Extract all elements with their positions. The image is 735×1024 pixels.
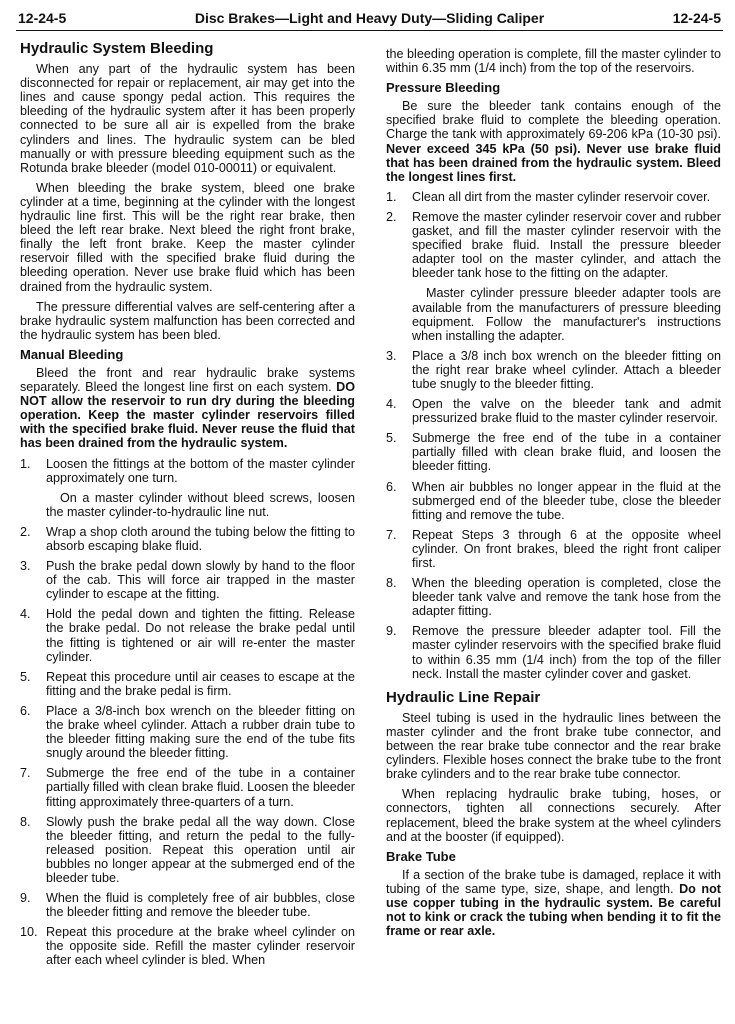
step-text: Wrap a shop cloth around the tubing below the fitting to absorb escaping blake fluid.: [46, 524, 355, 553]
step-text: Push the brake pedal down slowly by hand to the floor of the cab. This will force air trapped in the master cylinder to escape at the fitting.: [46, 559, 355, 602]
list-item: [386, 528, 721, 570]
step-text: Remove the pressure bleeder adapter tool. Fill the master cylinder reservoirs with the specified brake fluid to within 6.35 mm (1/4 inch) from the top of the filler neck. Install the master cylinder cover and gasket.: [412, 624, 721, 681]
step-text: When the fluid is completely free of air bubbles, close the bleeder fitting and remove the bleeder tube.: [46, 891, 355, 920]
step-text: Slowly push the brake pedal all the way down. Close the bleeder fitting, and return the pedal to the fully-released position. Repeat this operation until air bubbles no longer appear at the submerged end of the bleeder tube.: [46, 814, 355, 885]
page-title: Disc Brakes—Light and Heavy Duty—Sliding Caliper: [194, 10, 545, 26]
list-item: [386, 624, 721, 680]
step-number: 4.: [386, 397, 397, 412]
step-text: Place a 3/8 inch box wrench on the bleeder fitting on the right rear brake wheel cylinder. Attach a bleeder tube snugly to the bleeder fitting.: [412, 348, 721, 391]
list-item: [20, 525, 355, 553]
step-text: Repeat Steps 3 through 6 at the opposite wheel cylinder. On front brakes, bleed the right front caliper first.: [412, 527, 721, 570]
page-number-left: 12-24-5: [18, 10, 67, 26]
tube-text: If a section of the brake tube is damaged, replace it with tubing of the same type, size, shape, and length.: [386, 867, 721, 896]
section-heading-line-repair: Hydraulic Line Repair: [386, 688, 541, 706]
step-number: 9.: [20, 891, 31, 906]
step-text: Submerge the free end of the tube in a container partially filled with clean brake fluid, and loosen the bleeder fitting.: [412, 431, 721, 474]
pressure-steps-list: [386, 190, 721, 681]
list-item: [386, 397, 721, 425]
pressure-intro: Be sure the bleeder tank contains enough of the specified brake fluid to complete the bleeding operation. Charge the tank with approximately 69-206 kPa (10-30 psi).: [386, 99, 721, 142]
list-item: [386, 190, 721, 204]
step-text: Repeat this procedure until air ceases to escape at the fitting and the brake pedal is firm.: [46, 669, 355, 698]
step-text: Place a 3/8-inch box wrench on the bleeder fitting on the brake wheel cylinder. Attach a rubber drain tube to the bleeder fitting making sure the end of the tube fits snugly around the bleeder fitting.: [46, 703, 355, 761]
left-column: [20, 38, 355, 974]
list-item: [386, 576, 721, 618]
step-text: Hold the pedal down and tighten the fitting. Release the brake pedal. Do not release the brake pedal until the fitting is tightened or air will re-enter the master cylinder.: [46, 607, 355, 664]
paragraph: [386, 868, 721, 938]
manual-warning: DO NOT allow the reservoir to run dry during the bleeding operation. Keep the master cylinder reservoirs filled with the specified brake fluid. Never reuse the fluid that has been drained from the hydraulic system.: [20, 380, 356, 451]
step-number: 5.: [386, 431, 397, 446]
page-number-right: 12-24-5: [672, 10, 721, 26]
right-column: [386, 47, 721, 944]
list-item: [20, 559, 355, 601]
step-text: Loosen the fittings at the bottom of the master cylinder approximately one turn.: [46, 456, 355, 485]
step-number: 6.: [20, 703, 31, 718]
tube-warning: Do not use copper tubing in the hydraulic system. Be careful not to kink or crack the tubing when bending it to fit the frame or rear axle.: [386, 881, 721, 939]
step-number: 1.: [386, 189, 397, 204]
paragraph: [20, 366, 355, 451]
step-text: Clean all dirt from the master cylinder reservoir cover.: [412, 189, 711, 204]
list-item: [20, 925, 355, 967]
step-number: 5.: [20, 669, 31, 684]
step-note: On a master cylinder without bleed screws, loosen the master cylinder-to-hydraulic line nut.: [46, 490, 355, 519]
step-number: 2.: [20, 524, 31, 539]
step-number: 3.: [386, 348, 397, 363]
subheading-manual-bleeding: Manual Bleeding: [20, 346, 124, 362]
continued-text: the bleeding operation is complete, fill the master cylinder to within 6.35 mm (1/4 inch) from the top of the reservoirs.: [386, 47, 721, 76]
step-text: When the bleeding operation is completed, close the bleeder tank valve and remove the tank hose from the adapter fitting.: [412, 576, 721, 619]
list-item: [20, 607, 355, 663]
page-header: [18, 8, 721, 28]
list-item: [20, 457, 355, 485]
pressure-warning: Never exceed 345 kPa (50 psi). Never use brake fluid that has been drained from the hydraulic system. Bleed the longest lines first.: [386, 141, 721, 184]
manual-intro: Bleed the front and rear hydraulic brake systems separately. Bleed the longest line first on each system.: [20, 365, 355, 395]
paragraph: When replacing hydraulic brake tubing, hoses, or connectors, tighten all connections securely. After replacement, bleed the brake system at the wheel cylinders and at the booster (if equipped).: [386, 787, 721, 844]
step-number: 8.: [386, 576, 397, 591]
list-item: [20, 704, 355, 760]
header-rule: [16, 30, 723, 31]
paragraph: [386, 99, 721, 184]
list-item: [386, 210, 721, 280]
step-number: 9.: [386, 624, 397, 639]
list-item: [386, 349, 721, 391]
subheading-pressure-bleeding: Pressure Bleeding: [386, 80, 501, 96]
list-item: [20, 815, 355, 885]
step-number: 4.: [20, 607, 31, 622]
paragraph: When any part of the hydraulic system has been disconnected for repair or replacement, air may get into the lines and cause spongy pedal action. This requires the bleeding of the hydraulic system after it has been properly connected to be sure all air is expelled from the brake cylinders and lines. The hydraulic system can be bled manually or with pressure bleeding equipment such as the Rotunda brake bleeder (model 010-00011) or equivalent.: [20, 62, 355, 175]
step-number: 10.: [20, 925, 38, 940]
step-note: Master cylinder pressure bleeder adapter tools are available from the manufacturers of pressure bleeding equipment. Follow the manufacturer's instructions when installing the adapter.: [412, 286, 721, 343]
step-number: 8.: [20, 814, 31, 829]
step-number: 6.: [386, 479, 397, 494]
step-number: 1.: [20, 456, 31, 471]
section-heading-hydraulic-bleeding: Hydraulic System Bleeding: [20, 40, 214, 57]
list-item: [386, 480, 721, 522]
paragraph: The pressure differential valves are self-centering after a brake hydraulic system malfunction has been corrected and the hydraulic system has been bled.: [20, 299, 355, 342]
step-text: Submerge the free end of the tube in a container partially filled with clean brake fluid. Loosen the bleeder fitting approximately three-quarters of a turn.: [46, 766, 355, 809]
step-number: 7.: [386, 527, 397, 542]
list-item: [20, 766, 355, 808]
step-text: Open the valve on the bleeder tank and admit pressurized brake fluid to the master cylinder reservoir.: [412, 397, 721, 426]
step-number: 3.: [20, 559, 31, 574]
paragraph: When bleeding the brake system, bleed one brake cylinder at a time, beginning at the cylinder with the longest hydraulic line first. This will be the right rear brake, then bleed the left rear brake. Next bleed the right front brake, finally the left front brake. Keep the master cylinder reservoir filled with the specified brake fluid during the bleeding operation. Never use brake fluid which has been drained from the hydraulic system.: [20, 180, 355, 294]
step-number: 2.: [386, 209, 397, 224]
list-item: [386, 431, 721, 473]
step-text: Repeat this procedure at the brake wheel cylinder on the opposite side. Refill the master cylinder reservoir after each wheel cylinder is bled. When: [46, 925, 355, 968]
list-item: [20, 670, 355, 698]
subheading-brake-tube: Brake Tube: [386, 848, 456, 864]
manual-steps-list: [20, 457, 355, 968]
paragraph: Steel tubing is used in the hydraulic lines between the master cylinder and the front brake tube connector, and between the rear brake tube connector and the rear brake cylinders. Flexible hoses connect the brake tube to the front brake cylinders and to the rear brake tube connector.: [386, 710, 721, 782]
step-number: 7.: [20, 766, 31, 781]
step-text: When air bubbles no longer appear in the fluid at the submerged end of the bleeder tube, close the bleeder fitting and remove the tube.: [412, 479, 721, 522]
step-text: Remove the master cylinder reservoir cover and rubber gasket, and fill the master cylinder reservoir with the specified brake fluid. Install the pressure bleeder adapter tool on the master cylinder, and attach the bleeder tank hose to the fitting on the adapter.: [412, 209, 721, 281]
list-item: [20, 891, 355, 919]
